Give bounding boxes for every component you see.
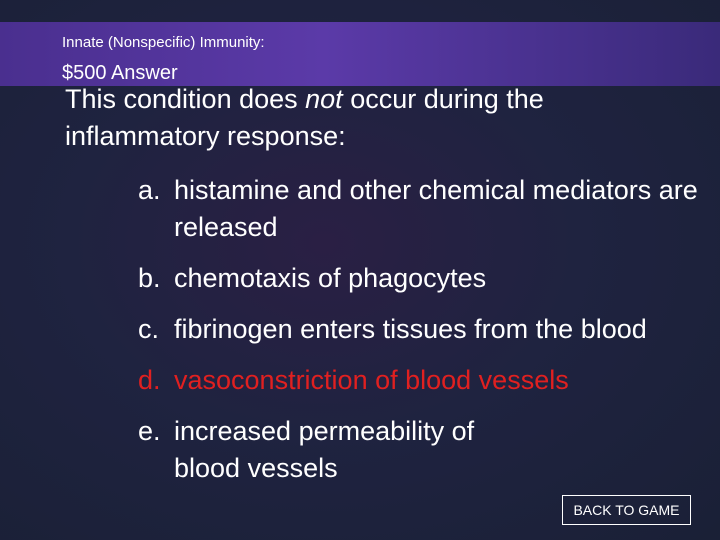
option-c [138, 311, 698, 348]
question-emphasis: not [305, 84, 343, 114]
option-text: chemotaxis of phagocytes [174, 263, 487, 293]
option-text: vasoconstriction of blood vessels [174, 365, 569, 395]
back-to-game-button[interactable]: BACK TO GAME [562, 495, 691, 525]
option-b [138, 260, 698, 297]
option-e [138, 413, 698, 487]
option-text: increased permeability of blood vessels [174, 416, 475, 483]
option-d-correct [138, 362, 698, 399]
option-letter: d. [138, 365, 161, 395]
option-letter: c. [138, 314, 160, 344]
question-text [65, 81, 685, 155]
option-letter: a. [138, 175, 161, 205]
option-letter: e. [138, 416, 161, 446]
answer-value: $500 Answer [62, 62, 178, 84]
question-part-2: occur during the inflammatory response: [65, 84, 544, 151]
question-part-1: This condition does [65, 84, 306, 114]
option-text: fibrinogen enters tissues from the blood [174, 314, 647, 344]
answer-options-list [138, 172, 698, 501]
option-letter: b. [138, 263, 161, 293]
category-title: Innate (Nonspecific) Immunity: [62, 34, 265, 51]
option-a [138, 172, 698, 246]
option-text: histamine and other chemical mediators are released [174, 175, 698, 242]
